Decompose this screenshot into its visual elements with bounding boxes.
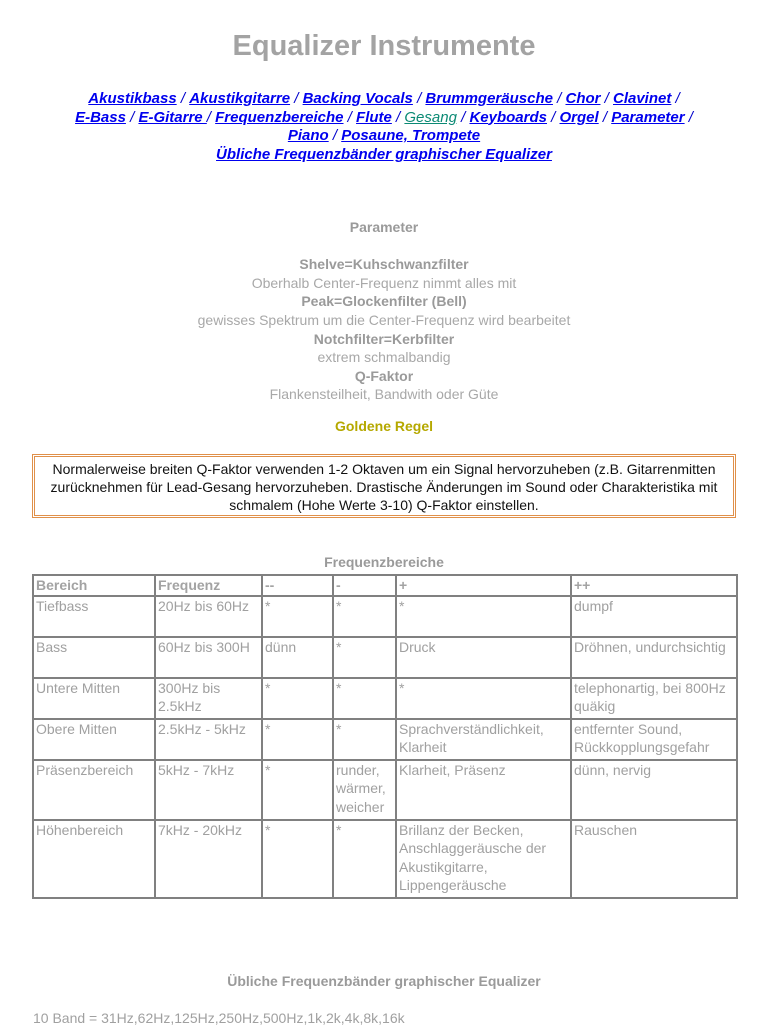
- table-cell: Klarheit, Präsenz: [396, 760, 571, 820]
- frequency-table: [32, 574, 738, 899]
- parameter-term: Notchfilter=Kerbfilter: [313, 330, 455, 347]
- table-cell: Untere Mitten: [33, 678, 155, 719]
- table-cell: Rauschen: [571, 820, 737, 898]
- table-cell: 2.5kHz - 5kHz: [155, 719, 262, 760]
- table-cell: *: [333, 719, 396, 760]
- table-cell: 5kHz - 7kHz: [155, 760, 262, 820]
- nav-separator: /: [456, 108, 470, 126]
- nav-separator: /: [343, 108, 357, 126]
- parameter-description: extrem schmalbandig: [317, 349, 451, 366]
- nav-separator: /: [206, 108, 216, 126]
- nav-link-e-bass[interactable]: E-Bass: [75, 108, 126, 126]
- table-cell: *: [262, 719, 333, 760]
- table-cell: *: [333, 820, 396, 898]
- instrument-nav: [20, 90, 748, 164]
- table-cell: Brillanz der Becken, Anschlaggeräusche der Akustikgitarre, Lippengeräusche: [396, 820, 571, 898]
- column-header: -: [333, 575, 396, 596]
- table-cell: *: [333, 637, 396, 678]
- nav-separator: /: [546, 108, 560, 126]
- nav-link-e-gitarre[interactable]: E-Gitarre: [138, 108, 207, 126]
- parameter-description: Oberhalb Center-Frequenz nimmt alles mit: [251, 274, 517, 291]
- table-header-row: [33, 575, 737, 596]
- table-cell: *: [262, 678, 333, 719]
- nav-separator: /: [290, 90, 303, 107]
- nav-link-brummgeraeusche[interactable]: Brummgeräusche: [425, 90, 553, 107]
- table-cell: Präsenzbereich: [33, 760, 155, 820]
- nav-link-backing-vocals[interactable]: Backing Vocals: [302, 90, 413, 107]
- column-header: +: [396, 575, 571, 596]
- table-row: [33, 596, 737, 637]
- table-cell: Druck: [396, 637, 571, 678]
- nav-link-gesang[interactable]: Gesang: [404, 108, 457, 126]
- table-row: [33, 820, 737, 898]
- nav-separator: /: [125, 108, 139, 126]
- table-cell: dünn, nervig: [571, 760, 737, 820]
- table-cell: *: [262, 596, 333, 637]
- table-cell: Sprachverständlichkeit, Klarheit: [396, 719, 571, 760]
- parameter-term: Q-Faktor: [354, 367, 414, 384]
- table-row: [33, 760, 737, 820]
- table-cell: Tiefbass: [33, 596, 155, 637]
- parameter-term: Shelve=Kuhschwanzfilter: [299, 256, 469, 273]
- column-header: Bereich: [33, 575, 155, 596]
- table-row: [33, 678, 737, 719]
- nav-separator: /: [552, 90, 566, 107]
- nav-link-chor[interactable]: Chor: [565, 90, 601, 107]
- nav-link-uebliche-frequenzbaender[interactable]: Übliche Frequenzbänder graphischer Equalizer: [216, 145, 552, 163]
- nav-separator: /: [598, 108, 612, 126]
- nav-link-orgel[interactable]: Orgel: [559, 108, 599, 126]
- table-cell: runder, wärmer, weicher: [333, 760, 396, 820]
- column-header: Frequenz: [155, 575, 262, 596]
- parameter-heading: Parameter: [349, 219, 419, 235]
- table-cell: 20Hz bis 60Hz: [155, 596, 262, 637]
- nav-separator: /: [684, 108, 693, 126]
- nav-separator: /: [600, 90, 613, 107]
- nav-link-clavinet[interactable]: Clavinet: [613, 90, 672, 107]
- table-row: [33, 637, 737, 678]
- graphic-eq-heading: Übliche Frequenzbänder graphischer Equalizer: [227, 973, 541, 989]
- nav-link-parameter[interactable]: Parameter: [611, 108, 685, 126]
- nav-link-akustikgitarre[interactable]: Akustikgitarre: [189, 90, 291, 107]
- nav-link-flute[interactable]: Flute: [356, 108, 392, 126]
- nav-link-posaune-trompete[interactable]: Posaune, Trompete: [341, 127, 481, 144]
- column-header: ++: [571, 575, 737, 596]
- table-row: [33, 719, 737, 760]
- parameter-description: gewisses Spektrum um die Center-Frequenz wird bearbeitet: [197, 311, 571, 328]
- golden-rule-box: Normalerweise breiten Q-Faktor verwenden 1-2 Oktaven um ein Signal hervorzuheben (z.B. Gitarrenmitten zurücknehmen für Lead-Gesang hervorzuheben. Drastische Änderungen im Sound oder Charakteristika mit schmalem (Hohe Werte 3-10) Q-Faktor einstellen.: [32, 454, 736, 518]
- table-cell: Obere Mitten: [33, 719, 155, 760]
- page-title: Equalizer Instrumente: [232, 30, 536, 62]
- frequency-table-heading: Frequenzbereiche: [324, 554, 444, 570]
- nav-separator: /: [391, 108, 405, 126]
- nav-link-keyboards[interactable]: Keyboards: [469, 108, 547, 126]
- nav-separator: /: [328, 127, 342, 144]
- graphic-eq-bands: 10 Band = 31Hz,62Hz,125Hz,250Hz,500Hz,1k,2k,4k,8k,16k: [33, 1010, 405, 1026]
- nav-separator: /: [176, 90, 190, 107]
- nav-link-akustikbass[interactable]: Akustikbass: [88, 90, 177, 107]
- nav-link-frequenzbereiche[interactable]: Frequenzbereiche: [215, 108, 344, 126]
- table-cell: *: [262, 760, 333, 820]
- nav-separator: /: [671, 90, 680, 107]
- table-cell: telephonartig, bei 800Hz quäkig: [571, 678, 737, 719]
- table-cell: *: [396, 596, 571, 637]
- table-cell: entfernter Sound, Rückkopplungsgefahr: [571, 719, 737, 760]
- table-cell: Höhenbereich: [33, 820, 155, 898]
- parameter-section: [0, 218, 768, 404]
- column-header: --: [262, 575, 333, 596]
- table-cell: dünn: [262, 637, 333, 678]
- table-cell: 60Hz bis 300H: [155, 637, 262, 678]
- nav-link-piano[interactable]: Piano: [287, 127, 329, 144]
- table-cell: Bass: [33, 637, 155, 678]
- table-cell: *: [262, 820, 333, 898]
- parameter-description: Flankensteilheit, Bandwith oder Güte: [269, 386, 499, 403]
- nav-separator: /: [412, 90, 426, 107]
- table-cell: dumpf: [571, 596, 737, 637]
- table-cell: *: [333, 596, 396, 637]
- golden-rule-heading: Goldene Regel: [334, 418, 434, 434]
- table-cell: *: [333, 678, 396, 719]
- parameter-term: Peak=Glockenfilter (Bell): [301, 293, 467, 310]
- table-cell: 300Hz bis 2.5kHz: [155, 678, 262, 719]
- table-cell: Dröhnen, undurchsichtig: [571, 637, 737, 678]
- table-cell: 7kHz - 20kHz: [155, 820, 262, 898]
- table-cell: *: [396, 678, 571, 719]
